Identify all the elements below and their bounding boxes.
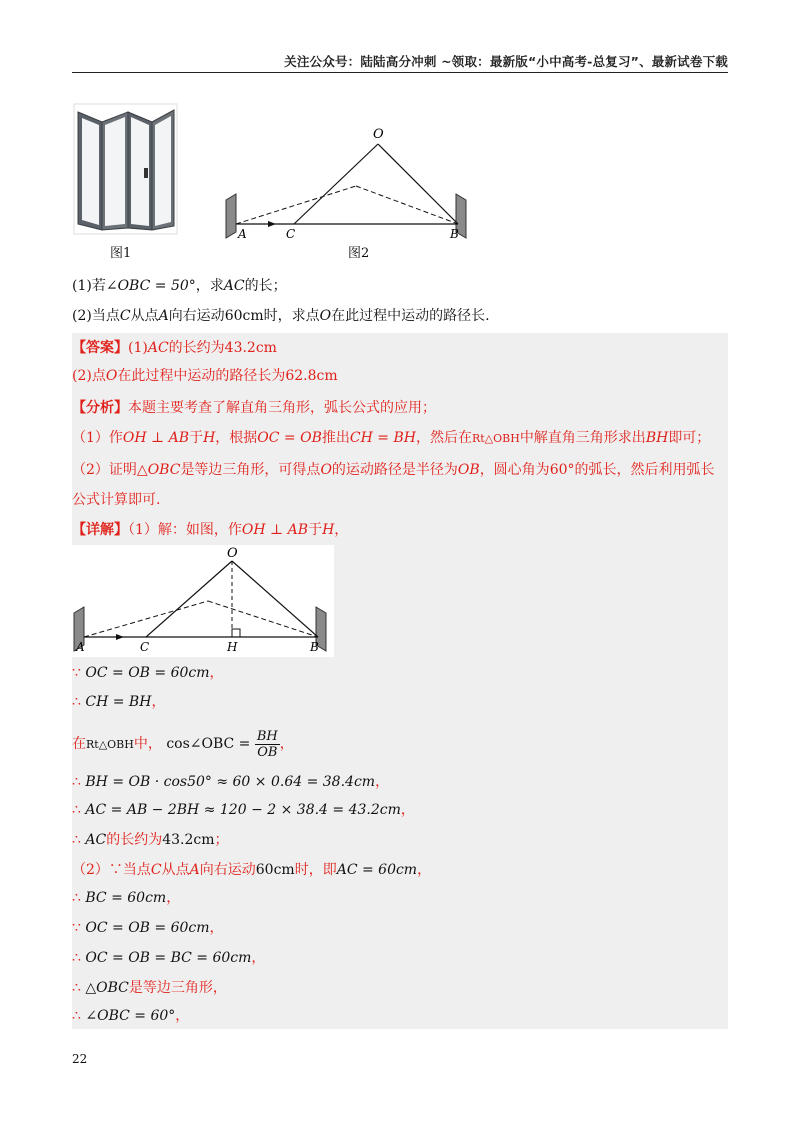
figure-1-caption: 图1: [110, 246, 132, 261]
detail-line-6: ∴ AC的长约为43.2cm；: [72, 832, 229, 848]
question-2: (2)当点C从点A向右运动60cm时，求点O在此过程中运动的路径长.: [72, 308, 490, 324]
detail-label-O: O: [227, 546, 238, 561]
label-O: O: [373, 127, 384, 142]
label-A: A: [238, 227, 247, 241]
detail-intro: 【详解】（1）解：如图，作OH ⊥ AB于H，: [72, 522, 349, 538]
figure-row: [72, 102, 532, 262]
analysis-intro: 【分析】本题主要考查了解直角三角形，弧长公式的应用；: [72, 400, 436, 416]
analysis-part-2: （2）证明△OBC是等边三角形，可得点O的运动路径是半径为OB，圆心角为60°的弧长，然后利用弧长: [72, 462, 715, 478]
answer-line-1: 【答案】(1)AC的长约为43.2cm: [72, 340, 277, 356]
analysis-part-1: （1）作OH ⊥ AB于H，根据OC = OB推出CH = BH，然后在Rt△OBH中解直角三角形求出BH即可；: [72, 430, 711, 446]
detail-line-4: ∴ BH = OB · cos50° ≈ 60 × 0.64 = 38.4cm，: [72, 774, 390, 790]
analysis-part-2-cont: 公式计算即可.: [72, 492, 161, 508]
detail-line-11: ∴ △OBC是等边三角形，: [72, 980, 227, 996]
detail-line-9: ∵ OC = OB = 60cm，: [72, 920, 224, 936]
detail-line-3: 在Rt△OBH中， cos∠OBC = $\frac{BH}{OB}$ ，: [72, 728, 294, 760]
detail-line-10: ∴ OC = OB = BC = 60cm，: [72, 950, 266, 966]
page-header: 关注公众号：陆陆高分冲刺 ~领取：最新版“小中高考-总复习”、最新试卷下载: [284, 54, 728, 69]
figure-2-diagram: [222, 102, 512, 242]
detail-label-A: A: [76, 640, 85, 654]
page-number: 22: [72, 1052, 88, 1066]
detail-figure: [72, 545, 334, 657]
answer-line-2: (2)点O在此过程中运动的路径长为62.8cm: [72, 368, 338, 384]
detail-line-5: ∴ AC = AB − 2BH ≈ 120 − 2 × 38.4 = 43.2cm，: [72, 802, 415, 818]
label-B: B: [450, 227, 459, 241]
figure-2-caption: 图2: [348, 246, 370, 261]
detail-label-B: B: [310, 640, 319, 654]
label-C: C: [286, 227, 296, 241]
detail-line-2: ∴ CH = BH，: [72, 694, 166, 710]
detail-line-7: （2）∵当点C从点A向右运动60cm时，即AC = 60cm，: [72, 862, 432, 878]
detail-label-H: H: [227, 640, 238, 654]
detail-line-1: ∵ OC = OB = 60cm，: [72, 665, 224, 681]
question-1: (1)若∠OBC = 50°，求AC的长；: [72, 278, 287, 294]
detail-label-C: C: [140, 640, 150, 654]
header-rule: [72, 72, 728, 73]
detail-line-8: ∴ BC = 60cm，: [72, 890, 181, 906]
folding-door-image: [72, 102, 182, 237]
detail-line-12: ∴ ∠OBC = 60°，: [72, 1008, 190, 1024]
cos-fraction: $\frac{BH}{OB}$: [256, 728, 278, 760]
